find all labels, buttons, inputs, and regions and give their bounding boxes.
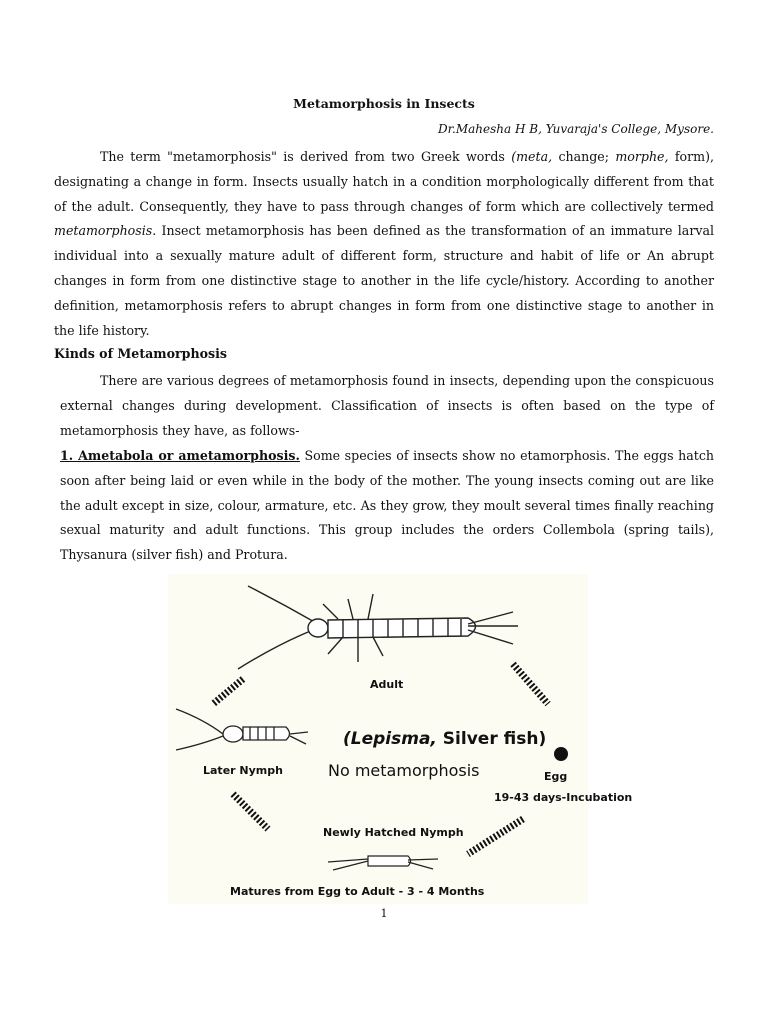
egg-icon — [554, 747, 568, 761]
label-no-metamorphosis: No metamorphosis — [328, 761, 480, 780]
kinds-paragraph: There are various degrees of metamorphosis found in insects, depending upon the conspicuous external changes during development. Classification of insects is often based on the type of metamorphosis they have, as follows- — [60, 373, 714, 438]
label-later-nymph: Later Nymph — [203, 764, 283, 777]
page-number: 1 — [380, 907, 388, 920]
intro-text-2: change; — [552, 149, 616, 164]
document-title: Metamorphosis in Insects — [293, 96, 475, 111]
ametabola-paragraph — [60, 444, 714, 568]
label-newly-hatched: Newly Hatched Nymph — [323, 826, 464, 839]
lifecycle-figure — [168, 574, 633, 904]
author-line: Dr.Mahesha H B, Yuvaraja's College, Mysore. — [438, 122, 714, 136]
label-incubation: 19-43 days-Incubation — [494, 791, 633, 804]
label-adult: Adult — [370, 678, 404, 691]
label-species — [343, 729, 546, 749]
label-matures: Matures from Egg to Adult - 3 - 4 Months — [230, 885, 485, 898]
ametabola-text: Some species of insects show no etamorphosis. The eggs hatch soon after being laid or even while in the body of the mother. The young insects coming out are like the adult except in size, colour, armature, etc. As they grow, they moult several times finally reaching sexual maturity and adult functions. This group includes the orders Collembola (spring tails), Thysanura (silver fish) and Protura. — [60, 448, 714, 563]
intro-text-4: Insect metamorphosis has been defined as the transformation of an immature larval individual into a sexually mature adult of different form, structure and habit of life or An abrupt changes in form from one distinctive stage to another in the life cycle/history. According to another definition, metamorphosis refers to abrupt changes in form from one distinctive stage to another in the life history. — [54, 223, 714, 338]
label-species-common: Silver fish) — [436, 729, 547, 749]
label-species-genus: (Lepisma, — [343, 729, 437, 749]
label-egg: Egg — [544, 770, 568, 783]
intro-paragraph — [54, 145, 714, 343]
intro-term-meta: (meta, — [511, 149, 553, 164]
ametabola-label: 1. Ametabola or ametamorphosis. — [60, 448, 300, 463]
intro-text-3: form), designating a change in form. Insects usually hatch in a condition morphologically different from that of the adult. Consequently, they have to pass through changes of form which are collectively termed — [54, 149, 714, 214]
section-heading: Kinds of Metamorphosis — [54, 346, 227, 361]
intro-text-1: The term "metamorphosis" is derived from two Greek words — [100, 149, 512, 164]
intro-term-metamorphosis: metamorphosis. — [54, 223, 157, 239]
intro-term-morphe: morphe, — [615, 149, 669, 164]
